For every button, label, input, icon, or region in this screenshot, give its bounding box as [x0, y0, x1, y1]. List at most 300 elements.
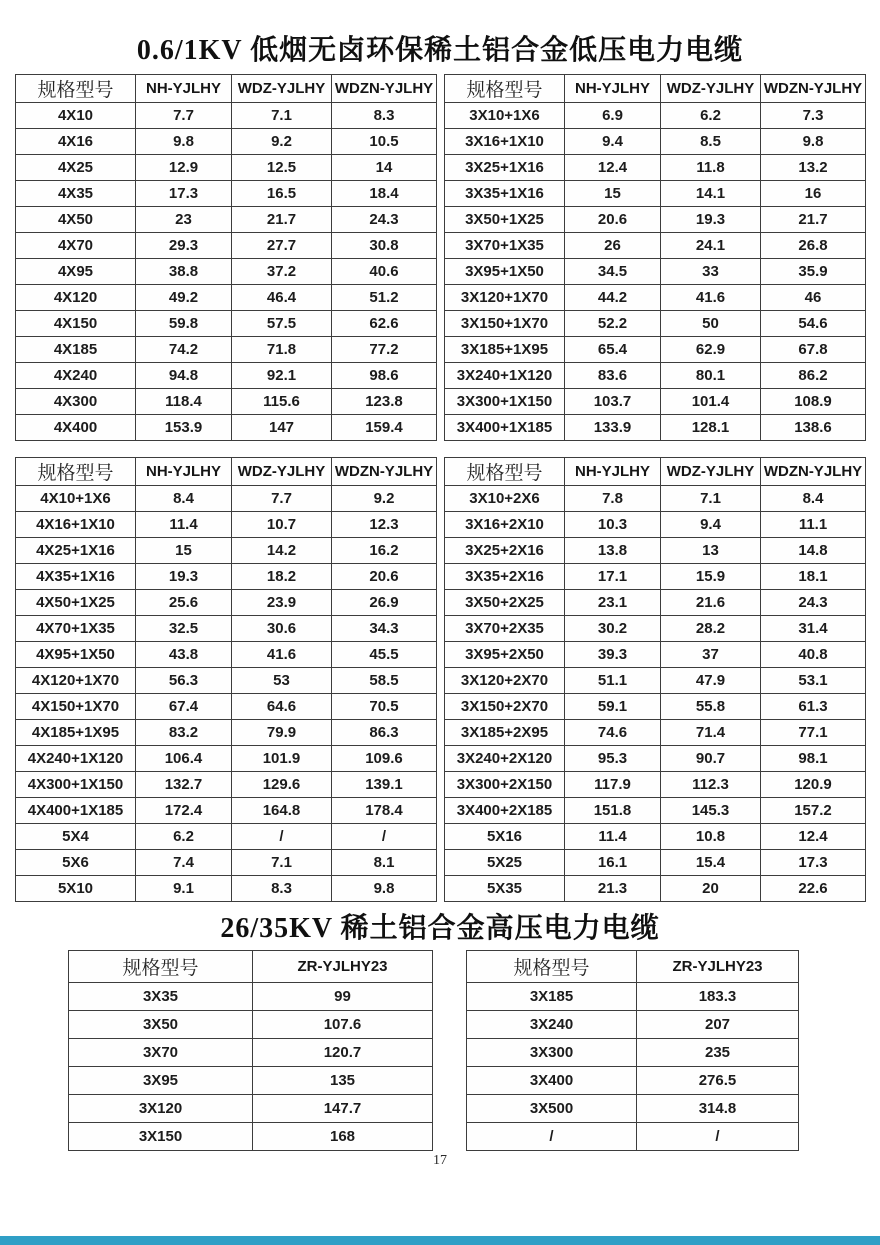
spec-cell: 4X16 [16, 129, 136, 155]
weight-value-cell: 56.3 [136, 668, 232, 694]
weight-value-cell: 157.2 [761, 798, 866, 824]
spec-column-header: 规格型号 [16, 458, 136, 486]
spec-column-header: 规格型号 [445, 75, 565, 103]
header-row [69, 951, 433, 983]
spec-cell: 3X70+1X35 [445, 233, 565, 259]
table-row [16, 233, 437, 259]
table-row [445, 720, 866, 746]
weight-value-cell: 145.3 [661, 798, 761, 824]
weight-value-cell: 62.9 [661, 337, 761, 363]
weight-value-cell: 9.4 [661, 512, 761, 538]
weight-value-cell: 43.8 [136, 642, 232, 668]
weight-value-cell: 94.8 [136, 363, 232, 389]
table-row [16, 798, 437, 824]
weight-value-cell: 18.4 [332, 181, 437, 207]
weight-value-cell: 7.7 [232, 486, 332, 512]
table-row [16, 512, 437, 538]
weight-value-cell: 21.3 [565, 876, 661, 902]
lv-3plus1-table [444, 74, 866, 441]
weight-value-cell: 11.4 [136, 512, 232, 538]
weight-value-cell: 49.2 [136, 285, 232, 311]
table-row [16, 311, 437, 337]
weight-value-cell: 101.9 [232, 746, 332, 772]
weight-value-cell: 21.6 [661, 590, 761, 616]
cable-type-column-header: ZR-YJLHY23 [253, 951, 433, 983]
weight-value-cell: 22.6 [761, 876, 866, 902]
footer-color-bar [0, 1236, 880, 1245]
weight-value-cell: 83.6 [565, 363, 661, 389]
weight-value-cell: 17.3 [136, 181, 232, 207]
weight-value-cell: 37.2 [232, 259, 332, 285]
spec-cell: 3X120 [69, 1095, 253, 1123]
weight-value-cell: 20.6 [565, 207, 661, 233]
weight-value-cell: 24.1 [661, 233, 761, 259]
weight-value-cell: 23 [136, 207, 232, 233]
weight-value-cell: 67.4 [136, 694, 232, 720]
spec-cell: 3X240 [467, 1011, 637, 1039]
weight-value-cell: 10.7 [232, 512, 332, 538]
table-row [445, 694, 866, 720]
weight-value-cell: 19.3 [136, 564, 232, 590]
weight-value-cell: 12.9 [136, 155, 232, 181]
weight-value-cell: 7.7 [136, 103, 232, 129]
weight-value-cell: 59.1 [565, 694, 661, 720]
weight-value-cell: 7.1 [232, 103, 332, 129]
weight-value-cell: 112.3 [661, 772, 761, 798]
table-row [16, 746, 437, 772]
weight-value-cell: 109.6 [332, 746, 437, 772]
weight-value-cell: 15.4 [661, 850, 761, 876]
spec-cell: 4X400+1X185 [16, 798, 136, 824]
weight-value-cell: 129.6 [232, 772, 332, 798]
table-row [16, 129, 437, 155]
spec-cell: 3X50+1X25 [445, 207, 565, 233]
table-row [467, 983, 799, 1011]
header-row [445, 458, 866, 486]
weight-value-cell: 80.1 [661, 363, 761, 389]
table-row [445, 155, 866, 181]
cable-type-column-header: ZR-YJLHY23 [637, 951, 799, 983]
weight-value-cell: 103.7 [565, 389, 661, 415]
weight-value-cell: 98.6 [332, 363, 437, 389]
spec-cell: 4X240 [16, 363, 136, 389]
cable-type-column-header: WDZN-YJLHY [761, 458, 866, 486]
weight-value-cell: 14.8 [761, 538, 866, 564]
weight-value-cell: 12.3 [332, 512, 437, 538]
weight-value-cell: 15 [136, 538, 232, 564]
weight-value-cell: 31.4 [761, 616, 866, 642]
weight-value-cell: 12.4 [565, 155, 661, 181]
weight-value-cell: 47.9 [661, 668, 761, 694]
weight-value-cell: 15 [565, 181, 661, 207]
spec-cell: 4X120+1X70 [16, 668, 136, 694]
weight-value-cell: / [232, 824, 332, 850]
spec-cell: 3X35 [69, 983, 253, 1011]
table-row [16, 694, 437, 720]
table-row [445, 642, 866, 668]
weight-value-cell: 9.8 [761, 129, 866, 155]
table-row [445, 363, 866, 389]
table-row [16, 590, 437, 616]
weight-value-cell: 178.4 [332, 798, 437, 824]
weight-value-cell: 17.1 [565, 564, 661, 590]
weight-value-cell: 12.5 [232, 155, 332, 181]
weight-value-cell: 86.3 [332, 720, 437, 746]
weight-value-cell: 10.3 [565, 512, 661, 538]
table-row [16, 668, 437, 694]
table-row [445, 311, 866, 337]
weight-value-cell: 45.5 [332, 642, 437, 668]
weight-value-cell: 74.2 [136, 337, 232, 363]
weight-value-cell: 7.1 [232, 850, 332, 876]
spec-cell: 3X95 [69, 1067, 253, 1095]
spec-cell: 4X10 [16, 103, 136, 129]
weight-value-cell: 70.5 [332, 694, 437, 720]
weight-value-cell: 54.6 [761, 311, 866, 337]
table-row [16, 363, 437, 389]
spec-cell: 4X400 [16, 415, 136, 441]
weight-value-cell: 7.4 [136, 850, 232, 876]
weight-value-cell: 6.2 [136, 824, 232, 850]
weight-value-cell: 27.7 [232, 233, 332, 259]
table-row [16, 642, 437, 668]
weight-value-cell: 37 [661, 642, 761, 668]
table-row [16, 720, 437, 746]
weight-value-cell: 108.9 [761, 389, 866, 415]
table-row [16, 415, 437, 441]
table-row [445, 668, 866, 694]
table-row [445, 824, 866, 850]
weight-value-cell: 51.1 [565, 668, 661, 694]
cable-type-column-header: WDZ-YJLHY [232, 458, 332, 486]
weight-value-cell: 24.3 [761, 590, 866, 616]
weight-value-cell: 11.4 [565, 824, 661, 850]
weight-value-cell: 139.1 [332, 772, 437, 798]
spec-cell: 3X10+2X6 [445, 486, 565, 512]
weight-value-cell: 16.2 [332, 538, 437, 564]
hv-right-table [466, 950, 799, 1151]
spec-cell: 4X300+1X150 [16, 772, 136, 798]
table-row [445, 233, 866, 259]
weight-value-cell: 24.3 [332, 207, 437, 233]
weight-value-cell: 115.6 [232, 389, 332, 415]
spec-cell: 4X70 [16, 233, 136, 259]
spec-cell: 5X10 [16, 876, 136, 902]
table-row [445, 486, 866, 512]
weight-value-cell: 8.3 [332, 103, 437, 129]
weight-value-cell: 35.9 [761, 259, 866, 285]
spec-cell: 3X240+1X120 [445, 363, 565, 389]
table-row [445, 337, 866, 363]
weight-value-cell: 183.3 [637, 983, 799, 1011]
cable-type-column-header: WDZN-YJLHY [332, 458, 437, 486]
spec-cell: 3X95+1X50 [445, 259, 565, 285]
weight-value-cell: 138.6 [761, 415, 866, 441]
weight-value-cell: 77.1 [761, 720, 866, 746]
weight-value-cell: 58.5 [332, 668, 437, 694]
weight-value-cell: 14.1 [661, 181, 761, 207]
weight-value-cell: 90.7 [661, 746, 761, 772]
spec-cell: 4X95 [16, 259, 136, 285]
spec-cell: 3X150 [69, 1123, 253, 1151]
weight-value-cell: 15.9 [661, 564, 761, 590]
weight-value-cell: 59.8 [136, 311, 232, 337]
weight-value-cell: 57.5 [232, 311, 332, 337]
table-row [69, 1067, 433, 1095]
spec-cell: 4X70+1X35 [16, 616, 136, 642]
weight-value-cell: / [332, 824, 437, 850]
table-row [445, 512, 866, 538]
table-row [467, 1123, 799, 1151]
table-row [445, 285, 866, 311]
table-row [445, 181, 866, 207]
weight-value-cell: 118.4 [136, 389, 232, 415]
weight-value-cell: 133.9 [565, 415, 661, 441]
spec-cell: 4X35+1X16 [16, 564, 136, 590]
weight-value-cell: 101.4 [661, 389, 761, 415]
spec-cell: 4X50+1X25 [16, 590, 136, 616]
spec-column-header: 规格型号 [16, 75, 136, 103]
weight-value-cell: 235 [637, 1039, 799, 1067]
weight-value-cell: 8.1 [332, 850, 437, 876]
table-row [16, 155, 437, 181]
table-row [16, 772, 437, 798]
weight-value-cell: 120.9 [761, 772, 866, 798]
spec-cell: 3X25+1X16 [445, 155, 565, 181]
weight-value-cell: 147 [232, 415, 332, 441]
spec-column-header: 规格型号 [467, 951, 637, 983]
weight-value-cell: 16.1 [565, 850, 661, 876]
spec-cell: 3X16+2X10 [445, 512, 565, 538]
weight-value-cell: 128.1 [661, 415, 761, 441]
spec-cell: 3X400 [467, 1067, 637, 1095]
cable-type-column-header: WDZN-YJLHY [761, 75, 866, 103]
table-row [16, 824, 437, 850]
hv-left-table [68, 950, 433, 1151]
weight-value-cell: 151.8 [565, 798, 661, 824]
weight-value-cell: 11.8 [661, 155, 761, 181]
table-row [16, 259, 437, 285]
weight-value-cell: 71.8 [232, 337, 332, 363]
table-row [16, 616, 437, 642]
table-row [467, 1039, 799, 1067]
weight-value-cell: 117.9 [565, 772, 661, 798]
cable-type-column-header: NH-YJLHY [136, 458, 232, 486]
table-row [445, 850, 866, 876]
spec-cell: 4X300 [16, 389, 136, 415]
weight-value-cell: 172.4 [136, 798, 232, 824]
weight-value-cell: 21.7 [232, 207, 332, 233]
table-row [445, 389, 866, 415]
spec-column-header: 规格型号 [445, 458, 565, 486]
cable-type-column-header: NH-YJLHY [136, 75, 232, 103]
spec-cell: 3X120+1X70 [445, 285, 565, 311]
spec-cell: 3X300 [467, 1039, 637, 1067]
spec-cell: 3X300+1X150 [445, 389, 565, 415]
weight-value-cell: 18.2 [232, 564, 332, 590]
header-row [467, 951, 799, 983]
weight-value-cell: 11.1 [761, 512, 866, 538]
spec-cell: 3X150+1X70 [445, 311, 565, 337]
weight-value-cell: 132.7 [136, 772, 232, 798]
weight-value-cell: 62.6 [332, 311, 437, 337]
weight-value-cell: 314.8 [637, 1095, 799, 1123]
weight-value-cell: 30.6 [232, 616, 332, 642]
spec-cell: 4X120 [16, 285, 136, 311]
table-row [445, 259, 866, 285]
spec-cell: 3X120+2X70 [445, 668, 565, 694]
table-row [69, 1039, 433, 1067]
spec-cell: 3X50+2X25 [445, 590, 565, 616]
weight-value-cell: 34.3 [332, 616, 437, 642]
weight-value-cell: 30.2 [565, 616, 661, 642]
weight-value-cell: 107.6 [253, 1011, 433, 1039]
weight-value-cell: 61.3 [761, 694, 866, 720]
spec-cell: 3X185+2X95 [445, 720, 565, 746]
spec-column-header: 规格型号 [69, 951, 253, 983]
weight-value-cell: 83.2 [136, 720, 232, 746]
table-row [467, 1067, 799, 1095]
weight-value-cell: 55.8 [661, 694, 761, 720]
cable-type-column-header: WDZ-YJLHY [661, 75, 761, 103]
weight-value-cell: 9.2 [332, 486, 437, 512]
weight-value-cell: 168 [253, 1123, 433, 1151]
weight-value-cell: 207 [637, 1011, 799, 1039]
weight-value-cell: 19.3 [661, 207, 761, 233]
weight-value-cell: 95.3 [565, 746, 661, 772]
weight-value-cell: 40.8 [761, 642, 866, 668]
spec-cell: 4X16+1X10 [16, 512, 136, 538]
spec-cell: 3X400+2X185 [445, 798, 565, 824]
spec-cell: 4X95+1X50 [16, 642, 136, 668]
high-voltage-section-title: 26/35KV 稀土铝合金高压电力电缆 [220, 913, 660, 944]
table-row [445, 798, 866, 824]
spec-cell: 3X50 [69, 1011, 253, 1039]
spec-cell: 4X25+1X16 [16, 538, 136, 564]
weight-value-cell: 53 [232, 668, 332, 694]
cable-type-column-header: WDZ-YJLHY [661, 458, 761, 486]
weight-value-cell: 13.8 [565, 538, 661, 564]
weight-value-cell: 46.4 [232, 285, 332, 311]
weight-value-cell: 71.4 [661, 720, 761, 746]
weight-value-cell: 16 [761, 181, 866, 207]
weight-value-cell: 8.4 [761, 486, 866, 512]
spec-cell: / [467, 1123, 637, 1151]
spec-cell: 3X185+1X95 [445, 337, 565, 363]
spec-cell: 5X25 [445, 850, 565, 876]
weight-value-cell: 44.2 [565, 285, 661, 311]
table-row [16, 103, 437, 129]
table-row [445, 103, 866, 129]
weight-value-cell: 276.5 [637, 1067, 799, 1095]
weight-value-cell: 25.6 [136, 590, 232, 616]
weight-value-cell: 14.2 [232, 538, 332, 564]
weight-value-cell: 41.6 [232, 642, 332, 668]
table-row [16, 285, 437, 311]
spec-cell: 3X16+1X10 [445, 129, 565, 155]
spec-cell: 4X150 [16, 311, 136, 337]
spec-cell: 3X400+1X185 [445, 415, 565, 441]
weight-value-cell: 23.9 [232, 590, 332, 616]
weight-value-cell: 33 [661, 259, 761, 285]
weight-value-cell: 67.8 [761, 337, 866, 363]
weight-value-cell: 53.1 [761, 668, 866, 694]
weight-value-cell: 64.6 [232, 694, 332, 720]
spec-cell: 3X70+2X35 [445, 616, 565, 642]
spec-cell: 3X35+1X16 [445, 181, 565, 207]
table-row [16, 850, 437, 876]
spec-cell: 4X50 [16, 207, 136, 233]
cable-type-column-header: WDZN-YJLHY [332, 75, 437, 103]
weight-value-cell: 34.5 [565, 259, 661, 285]
spec-cell: 3X10+1X6 [445, 103, 565, 129]
weight-value-cell: 120.7 [253, 1039, 433, 1067]
table-row [445, 207, 866, 233]
weight-value-cell: 17.3 [761, 850, 866, 876]
weight-value-cell: 46 [761, 285, 866, 311]
spec-cell: 5X16 [445, 824, 565, 850]
table-row [445, 538, 866, 564]
weight-value-cell: 6.9 [565, 103, 661, 129]
weight-value-cell: 23.1 [565, 590, 661, 616]
table-row [467, 1011, 799, 1039]
weight-value-cell: 18.1 [761, 564, 866, 590]
cable-type-column-header: WDZ-YJLHY [232, 75, 332, 103]
spec-cell: 3X185 [467, 983, 637, 1011]
weight-value-cell: 40.6 [332, 259, 437, 285]
table-row [16, 337, 437, 363]
weight-value-cell: 8.5 [661, 129, 761, 155]
page-number: 17 [433, 1153, 447, 1168]
spec-cell: 4X150+1X70 [16, 694, 136, 720]
table-row [445, 746, 866, 772]
weight-value-cell: 159.4 [332, 415, 437, 441]
cable-type-column-header: NH-YJLHY [565, 75, 661, 103]
table-row [445, 415, 866, 441]
weight-value-cell: 38.8 [136, 259, 232, 285]
weight-value-cell: 29.3 [136, 233, 232, 259]
spec-cell: 5X4 [16, 824, 136, 850]
weight-value-cell: 20 [661, 876, 761, 902]
weight-value-cell: 106.4 [136, 746, 232, 772]
table-row [16, 876, 437, 902]
header-row [445, 75, 866, 103]
weight-value-cell: 74.6 [565, 720, 661, 746]
weight-value-cell: 99 [253, 983, 433, 1011]
weight-value-cell: 39.3 [565, 642, 661, 668]
table-row [16, 389, 437, 415]
weight-value-cell: 20.6 [332, 564, 437, 590]
cable-type-column-header: NH-YJLHY [565, 458, 661, 486]
spec-cell: 4X25 [16, 155, 136, 181]
weight-value-cell: 9.2 [232, 129, 332, 155]
weight-value-cell: 6.2 [661, 103, 761, 129]
header-row [16, 75, 437, 103]
weight-value-cell: 92.1 [232, 363, 332, 389]
weight-value-cell: 14 [332, 155, 437, 181]
weight-value-cell: 9.8 [136, 129, 232, 155]
weight-value-cell: 21.7 [761, 207, 866, 233]
weight-value-cell: 26.9 [332, 590, 437, 616]
weight-value-cell: 7.1 [661, 486, 761, 512]
weight-value-cell: 12.4 [761, 824, 866, 850]
table-row [69, 1123, 433, 1151]
low-voltage-section-title: 0.6/1KV 低烟无卤环保稀土铝合金低压电力电缆 [136, 35, 744, 66]
lv-4plus1-table [15, 457, 437, 902]
weight-value-cell: 9.4 [565, 129, 661, 155]
table-row [16, 564, 437, 590]
spec-cell: 4X35 [16, 181, 136, 207]
